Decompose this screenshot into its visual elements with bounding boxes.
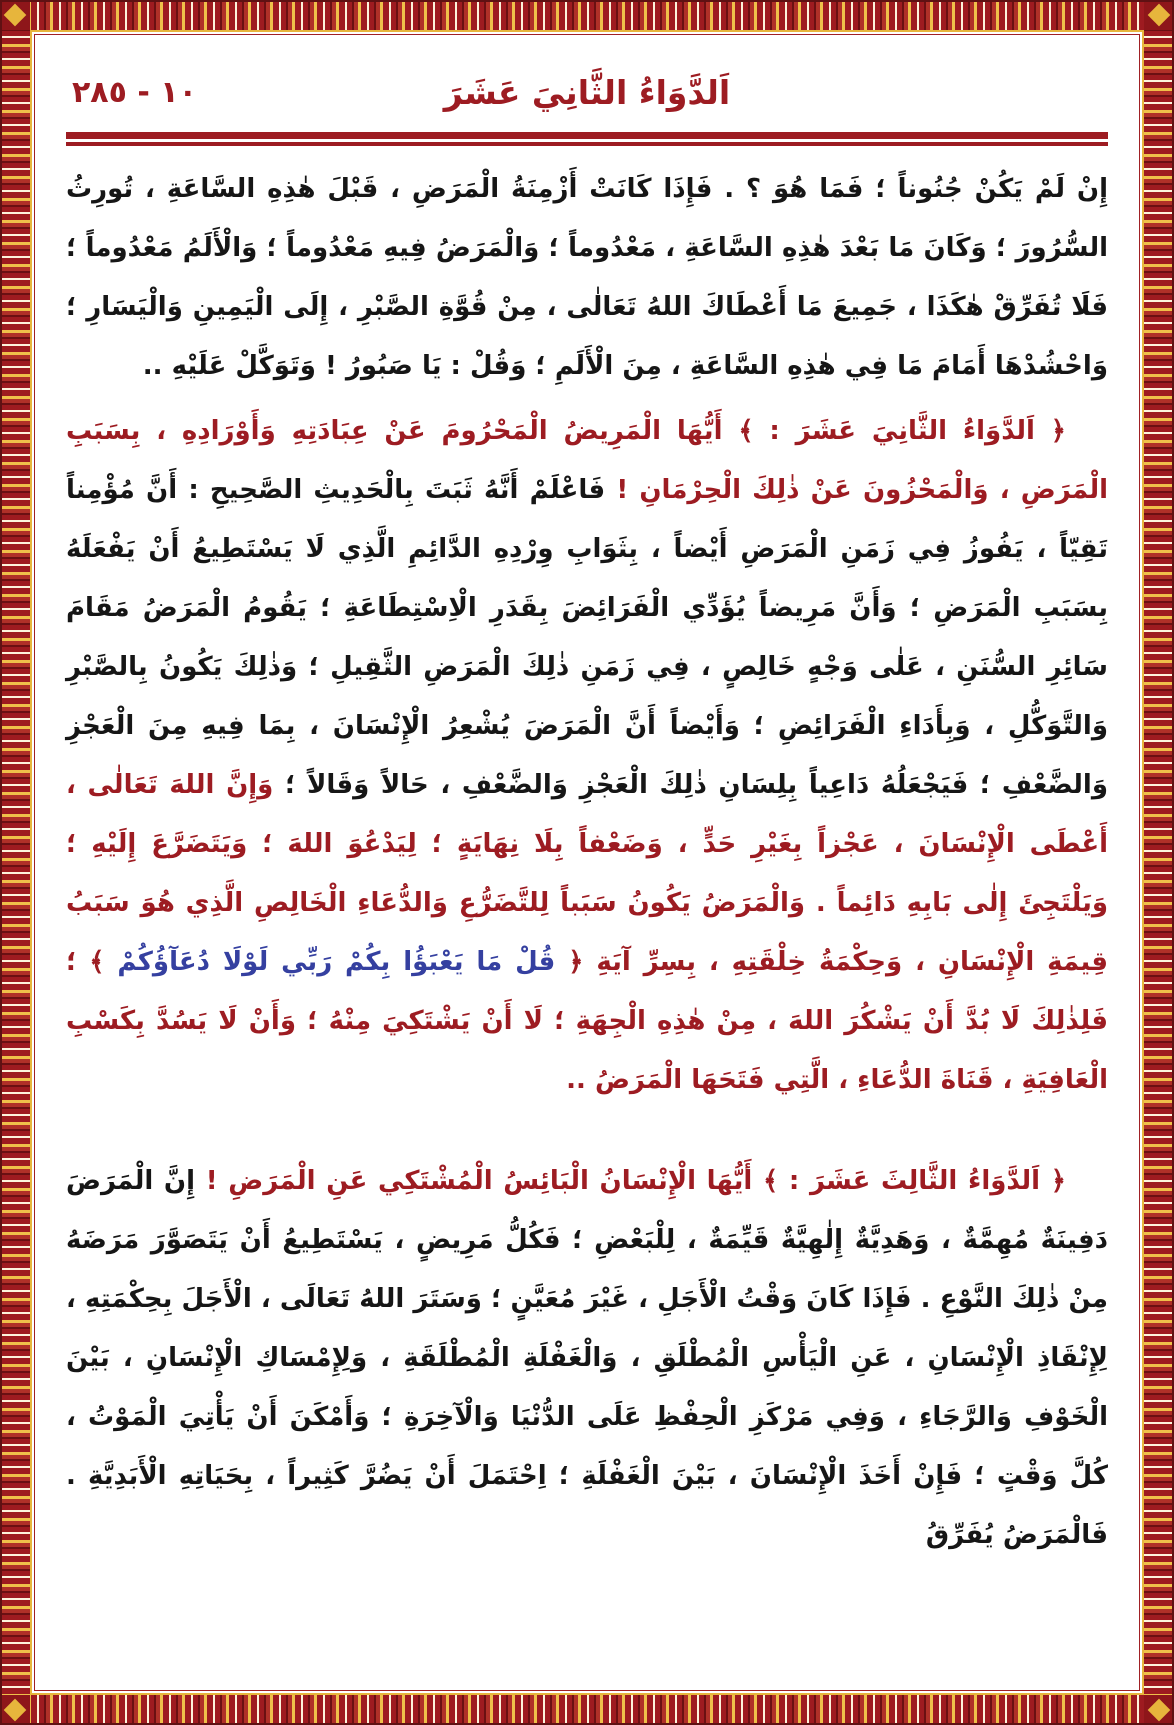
paragraph xyxy=(66,402,1108,1110)
body-run: فَاعْلَمْ أَنَّهُ ثَبَتَ بِالْحَدِيثِ الصَّحِيحِ : أَنَّ مُؤْمِناً تَقِيّاً ، يَفُوزُ فِي زَمَنِ الْمَرَضِ أَيْضاً ، بِثَوَابِ وِرْدِهِ الدَّائِمِ الَّذِي لَا يَسْتَطِيعُ أَنْ يَفْعَلَهُ بِسَبَبِ الْمَرَضِ ؛ وَأَنَّ مَرِيضاً يُؤَدِّي الْفَرَائِضَ بِقَدَرِ الْاِسْتِطَاعَةِ ؛ يَقُومُ الْمَرَضُ مَقَامَ سَائِرِ السُّنَنِ ، عَلٰى وَجْهٍ خَالِصٍ ، فِي زَمَنِ ذٰلِكَ الْمَرَضِ الثَّقِيلِ ؛ وَذٰلِكَ يَكُونُ بِالصَّبْرِ وَالتَّوَكُّلِ ، وَبِأَدَاءِ الْفَرَائِضِ ؛ وَأَيْضاً أَنَّ الْمَرَضَ يُشْعِرُ الْإِنْسَانَ ، بِمَا فِيهِ مِنَ الْعَجْزِ وَالضَّعْفِ ؛ فَيَجْعَلُهُ دَاعِياً بِلِسَانِ ذٰلِكَ الْعَجْزِ وَالضَّعْفِ ، حَالاً وَقَالاً ؛ xyxy=(66,475,1108,800)
body-text xyxy=(66,160,1108,1565)
ornamental-border-right xyxy=(1144,0,1174,1725)
border-corner-ornament xyxy=(0,0,30,30)
ornate-bracket: ﴾ xyxy=(89,947,118,977)
page-title: اَلدَّوَاءُ الثَّانِيَ عَشَرَ xyxy=(443,73,731,112)
ornamental-border-left xyxy=(0,0,30,1725)
header-rule-thin xyxy=(66,142,1108,146)
page-number: ١٠ - ٢٨٥ xyxy=(72,75,197,110)
emphasis-text: وَإِنَّ اللهَ تَعَالٰى ، أَعْطَى الْإِنْسَانَ ، عَجْزاً بِغَيْرِ حَدٍّ ، وَضَعْفاً بِلَا نِهَايَةٍ ؛ لِيَدْعُوَ اللهَ ؛ وَيَتَضَرَّعَ إِلَيْهِ ؛ وَيَلْتَجِئَ إِلٰى بَابِهِ دَائِماً . وَالْمَرَضُ يَكُونُ سَبَباً لِلتَّضَرُّعِ وَالدُّعَاءِ الْخَالِصِ الَّذِي هُوَ سَبَبُ قِيمَةِ الْإِنْسَانِ ، وَحِكْمَةُ خِلْقَتِهِ ، بِسِرِّ آيَةِ xyxy=(66,770,1109,977)
header-rule-thick xyxy=(66,132,1108,139)
emphasis-text: ؛ فَلِذٰلِكَ لَا بُدَّ أَنْ يَشْكُرَ اللهَ ، مِنْ هٰذِهِ الْجِهَةِ ؛ لَا أَنْ يَشْتَكِيَ مِنْهُ ؛ وَأَنْ لَا يَسُدَّ بِكَسْبِ الْعَافِيَةِ ، قَنَاةَ الدُّعَاءِ ، الَّتِي فَتَحَهَا الْمَرَضُ .. xyxy=(66,947,1108,1095)
ornate-bracket: ﴿ xyxy=(555,947,584,977)
border-corner-ornament xyxy=(1144,1695,1174,1725)
quran-verse-text: قُلْ مَا يَعْبَؤُا بِكُمْ رَبِّي لَوْلَا دُعَآؤُكُمْ xyxy=(117,947,556,977)
paragraph xyxy=(66,1152,1108,1565)
body-run: إِنَّ الْمَرَضَ دَفِينَةٌ مُهِمَّةٌ ، وَهَدِيَّةٌ إِلٰهِيَّةٌ قَيِّمَةٌ ، لِلْبَعْضِ ؛ فَكُلُّ مَرِيضٍ ، يَسْتَطِيعُ أَنْ يَتَصَوَّرَ مَرَضَهُ مِنْ ذٰلِكَ النَّوْعِ . فَإِذَا كَانَ وَقْتُ الْأَجَلِ ، غَيْرَ مُعَيَّنٍ ؛ وَسَتَرَ اللهُ تَعَالَى ، الْأَجَلَ بِحِكْمَتِهِ ، لِإِنْقَاذِ الْإِنْسَانِ ، عَنِ الْيَأْسِ الْمُطْلَقِ ، وَالْغَفْلَةِ الْمُطْلَقَةِ ، وَلِإِمْسَاكِ الْإِنْسَانِ ، بَيْنَ الْخَوْفِ وَالرَّجَاءِ ، وَفِي مَرْكَزِ الْحِفْظِ عَلَى الدُّنْيَا وَالْآخِرَةِ ؛ وَأَمْكَنَ أَنْ يَأْتِيَ الْمَوْتُ ، كُلَّ وَقْتٍ ؛ فَإِنْ أَخَذَ الْإِنْسَانَ ، بَيْنَ الْغَفْلَةِ ؛ اِحْتَمَلَ أَنْ يَضُرَّ كَثِيراً ، بِحَيَاتِهِ الْأَبَدِيَّةِ . فَالْمَرَضُ يُفَرِّقُ xyxy=(66,1166,1108,1550)
ornamental-border-top xyxy=(0,0,1174,30)
border-corner-ornament xyxy=(0,1695,30,1725)
emphasis-text: ﴿ اَلدَّوَاءُ الثَّالِثَ عَشَرَ : ﴾ أَيُّهَا الْإِنْسَانُ الْبَائِسُ الْمُشْتَكِي عَنِ الْمَرَضِ ! xyxy=(195,1166,1066,1196)
body-run: إِنْ لَمْ يَكُنْ جُنُوناً ؛ فَمَا هُوَ ؟ . فَإِذَا كَانَتْ أَزْمِنَةُ الْمَرَضِ ، قَبْلَ هٰذِهِ السَّاعَةِ ، تُورِثُ السُّرُورَ ؛ وَكَانَ مَا بَعْدَ هٰذِهِ السَّاعَةِ ، مَعْدُوماً ؛ وَالْمَرَضُ فِيهِ مَعْدُوماً ؛ وَالْأَلَمُ مَعْدُوماً ؛ فَلَا تُفَرِّقْ هٰكَذَا ، جَمِيعَ مَا أَعْطَاكَ اللهُ تَعَالٰى ، مِنْ قُوَّةِ الصَّبْرِ ، إِلَى الْيَمِينِ وَالْيَسَارِ ؛ وَاحْشُدْهَا أَمَامَ مَا فِي هٰذِهِ السَّاعَةِ ، مِنَ الْأَلَمِ ؛ وَقُلْ : يَا صَبُورُ ! وَتَوَكَّلْ عَلَيْهِ .. xyxy=(66,174,1108,381)
emphasis-text: ﴿ اَلدَّوَاءُ الثَّانِيَ عَشَرَ : ﴾ أَيُّهَا الْمَرِيضُ الْمَحْرُومَ عَنْ عِبَادَتِهِ وَأَوْرَادِهِ ، بِسَبَبِ الْمَرَضِ ، وَالْمَحْزُونَ عَنْ ذٰلِكَ الْحِرْمَانِ ! xyxy=(66,416,1108,505)
border-corner-ornament xyxy=(1144,0,1174,30)
paragraph xyxy=(66,160,1108,396)
page-content xyxy=(36,36,1138,1689)
ornamental-border-bottom xyxy=(0,1695,1174,1725)
page-header xyxy=(66,60,1108,126)
